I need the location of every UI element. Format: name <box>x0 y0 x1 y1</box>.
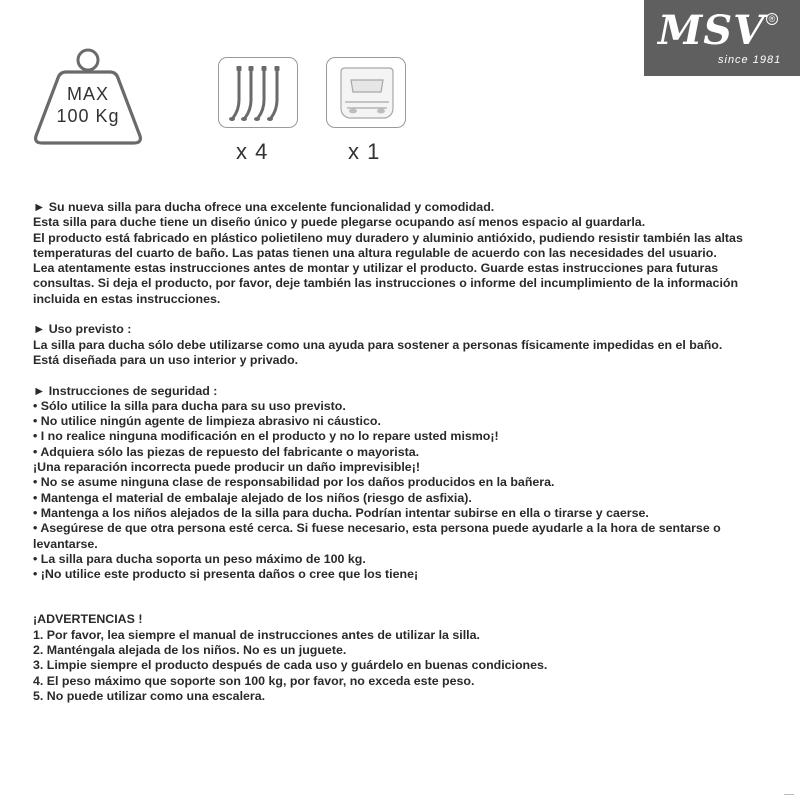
part-seat-qty: x 1 <box>348 139 381 164</box>
seguridad-line: ¡Una reparación incorrecta puede producir un daño imprevisible¡! <box>33 460 420 475</box>
seguridad-line: • ¡No utilice este producto si presenta daños o cree que los tiene¡ <box>33 567 419 582</box>
seguridad-line: • Mantenga a los niños alejados de la silla para ducha. Podrían intentar subirse en ella o tirarse y caerse. <box>33 505 649 520</box>
seguridad-line: • No utilice ningún agente de limpieza abrasivo ni cáustico. <box>33 414 381 429</box>
brand-name: MSV <box>658 7 766 54</box>
chair-seat-icon <box>327 58 405 127</box>
chair-legs-icon <box>219 58 297 127</box>
instructions-text <box>33 200 773 704</box>
seguridad-line: • La silla para ducha soporta un peso máximo de 100 kg. <box>33 551 366 566</box>
advertencia-line: 5. No puede utilizar como una escalera. <box>33 688 266 703</box>
brand-logo <box>644 0 800 76</box>
uso-line: La silla para ducha sólo debe utilizarse como una ayuda para sostener a personas físicamente impedidas en el baño. <box>33 337 723 352</box>
seguridad-line: • Mantenga el material de embalaje alejado de los niños (riesgo de asfixia). <box>33 490 472 505</box>
seguridad-line: • Asegúrese de que otra persona esté cerca. Si fuese necesario, esta persona puede ayudarle a la hora de sentarse o levantarse. <box>33 521 721 551</box>
seguridad-line: • Adquiera sólo las piezas de repuesto del fabricante o mayorista. <box>33 444 420 459</box>
section-heading-advertencias: ¡ADVERTENCIAS ! <box>33 612 143 627</box>
part-legs-qty: x 4 <box>236 139 269 164</box>
weight-value-label: 100 Kg <box>56 106 120 126</box>
registered-mark: ® <box>766 13 778 25</box>
part-seat-box <box>326 57 406 128</box>
page-mark <box>784 794 794 795</box>
advertencia-line: 3. Limpie siempre el producto después de cada uso y guárdelo en buenas condiciones. <box>33 658 548 673</box>
intro-line: Esta silla para duche tiene un diseño único y puede plegarse ocupando así menos espacio al guardarla. <box>33 215 646 230</box>
brand-since: since 1981 <box>718 54 782 66</box>
intro-line: ► Su nueva silla para ducha ofrece una excelente funcionalidad y comodidad. <box>33 200 495 214</box>
advertencia-line: 4. El peso máximo que soporte son 100 kg, por favor, no exceda este peso. <box>33 673 475 688</box>
weight-max-label: MAX <box>66 84 109 104</box>
intro-line: Lea atentamente estas instrucciones antes de montar y utilizar el producto. Guarde estas instrucciones para futuras consultas. Si deja el producto, por favor, deje también las instrucciones o informe del incumplimiento de la información incluida en estas instrucciones. <box>33 261 739 306</box>
uso-line: Está diseñada para un uso interior y privado. <box>33 352 299 367</box>
seguridad-line: • I no realice ninguna modificación en el producto y no lo repare usted mismo¡! <box>33 429 499 444</box>
advertencia-line: 2. Manténgala alejada de los niños. No es un juguete. <box>33 643 347 658</box>
advertencia-line: 1. Por favor, lea siempre el manual de instrucciones antes de utilizar la silla. <box>33 627 480 642</box>
seguridad-line: • Sólo utilice la silla para ducha para su uso previsto. <box>33 398 346 413</box>
seguridad-line: • No se asume ninguna clase de responsabilidad por los daños producidos en la bañera. <box>33 475 555 490</box>
intro-line: El producto está fabricado en plástico polietileno muy duradero y aluminio antióxido, pudiendo resistir también las altas temperaturas del cuarto de baño. Las patas tienen una altura regulable de acuerdo con las necesidades del usuario. <box>33 230 743 260</box>
section-heading-uso: ► Uso previsto : <box>33 322 132 337</box>
section-heading-seguridad: ► Instrucciones de seguridad : <box>33 383 218 398</box>
part-legs-box <box>218 57 298 128</box>
